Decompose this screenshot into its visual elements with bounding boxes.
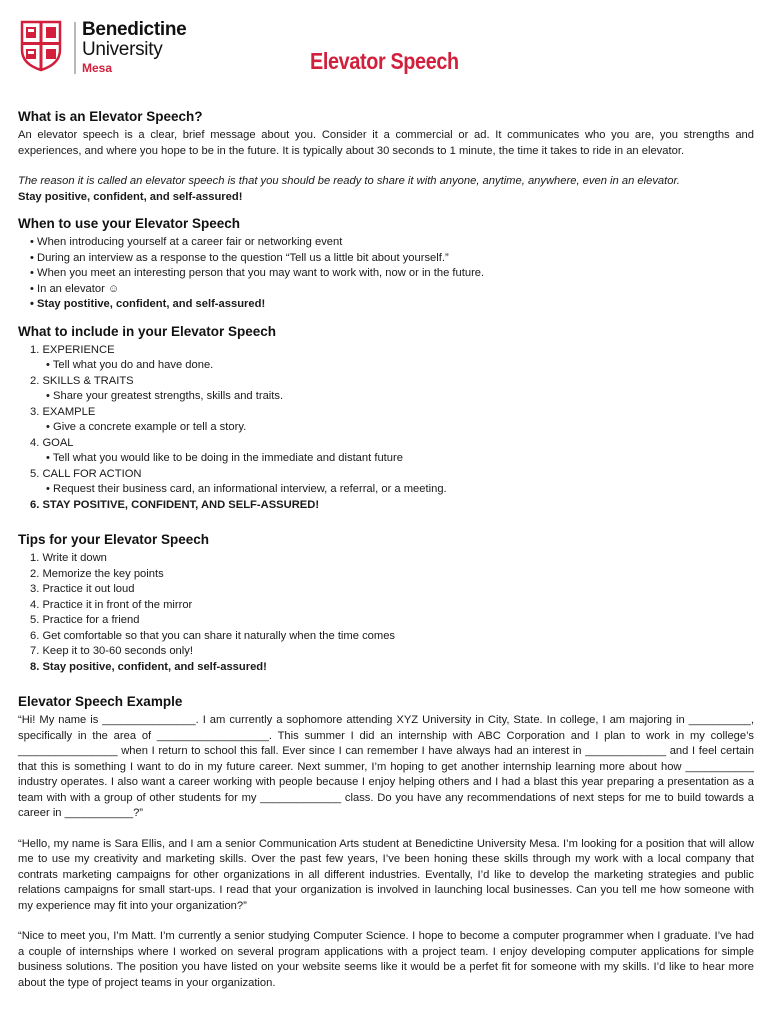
section-what-is [18, 108, 754, 205]
logo-divider [74, 22, 76, 74]
list-item: • During an interview as a response to the question “Tell us a little bit about yourself.” [30, 251, 449, 264]
list-item [18, 297, 754, 313]
header [20, 10, 760, 85]
list-item-detail: • Tell what you would like to be doing in the immediate and distant future [46, 452, 403, 464]
list-item: 1. EXPERIENCE [30, 343, 115, 356]
list-item [18, 660, 754, 676]
logo-name-line2: University [82, 39, 163, 60]
list-item: • When you meet an interesting person that you may want to work with, now or in the future. [30, 267, 485, 279]
section-heading: Elevator Speech Example [18, 694, 183, 709]
section-heading: Tips for your Elevator Speech [18, 532, 210, 547]
logo-name-line1: Benedictine [82, 19, 187, 40]
list-item [18, 498, 754, 514]
list-item: 3. Practice it out loud [30, 583, 135, 595]
bold-note-text: Stay positive, confident, and self-assured! [18, 190, 243, 203]
paragraph: An elevator speech is a clear, brief message about you. Consider it a commercial or ad. It communicates who you are, you strengths and experiences, and where you hope to be in the future. It is typically about 30 seconds to 1 minute, the time it takes to ride in an elevator. [18, 129, 754, 157]
university-logo [82, 20, 186, 76]
list-item: 6. Get comfortable so that you can share it naturally when the time comes [30, 629, 396, 642]
list-item: • When introducing yourself at a career fair or networking event [30, 236, 343, 248]
example-paragraph: “Hi! My name is _______________. I am currently a sophomore attending XYZ University in City, State. In college, I am majoring in __________, specifically in the area of __________________. This summer I did an internship with ABC Corporation and I plan to work in my college’s ________________ when I return to school this fall. Ever since I can remember I have always had an interest in _____________ and I feel certain that this is something I want to do in my future career. Next summer, I’m hoping to get another internship learning more about how ___________ industry operates. I also want a career working with people because I enjoy helping others and I had a blast this year preparing a presentation as a team with with a group of other students for my _____________ class. Do you have any recommendations of next steps for me to build towards a career in ___________?” [18, 714, 754, 819]
bold-note [18, 190, 754, 206]
list-item-detail: • Tell what you do and have done. [46, 359, 214, 371]
list-item-detail: • Give a concrete example or tell a story. [46, 421, 247, 433]
italic-note: The reason it is called an elevator speech is that you should be ready to share it with anyone, anytime, anywhere, even in an elevator. [18, 175, 680, 187]
section-example [18, 693, 754, 991]
section-when [18, 215, 754, 313]
example-paragraph: “Nice to meet you, I’m Matt. I’m currently a senior studying Computer Science. I hope to become a computer programmer when I graduate. I’ve had a couple of internships where I worked on several program applications with a project team. I enjoy developing computer applications for simple business solutions. The position you have listed on your website seems like it would be a perfet fit for someone with my skills. I’d like to hear more about the type of project teams in your organization. [18, 930, 754, 989]
numbered-list [18, 551, 754, 675]
list-item: 7. Keep it to 30-60 seconds only! [30, 645, 193, 657]
list-item-bold: 6. STAY POSITIVE, CONFIDENT, AND SELF-ASSURED! [30, 498, 320, 511]
section-include [18, 323, 754, 514]
list-item: 5. CALL FOR ACTION [30, 467, 142, 480]
list-item-detail: • Share your greatest strengths, skills and traits. [46, 390, 284, 402]
list-item: 3. EXAMPLE [30, 405, 96, 418]
section-heading: When to use your Elevator Speech [18, 216, 241, 231]
list-item: 2. Memorize the key points [30, 567, 164, 580]
university-shield-icon [20, 20, 62, 72]
list-item-detail: • Request their business card, an informational interview, a referral, or a meeting. [46, 483, 447, 495]
section-heading: What to include in your Elevator Speech [18, 323, 277, 339]
list-item: 4. GOAL [30, 436, 74, 449]
section-heading: What is an Elevator Speech? [18, 109, 203, 124]
list-item: 1. Write it down [30, 552, 107, 564]
list-item: 5. Practice for a friend [30, 614, 140, 626]
list-item: • In an elevator ☺ [30, 282, 120, 295]
list-item-bold: • Stay postitive, confident, and self-assured! [30, 298, 266, 310]
list-item: 2. SKILLS & TRAITS [30, 374, 134, 387]
list-item: 4. Practice it in front of the mirror [30, 598, 193, 611]
page-title: Elevator Speech [310, 48, 459, 74]
section-tips [18, 531, 754, 675]
document-body [18, 108, 754, 1001]
logo-campus: Mesa [82, 61, 113, 75]
list-item-bold: 8. Stay positive, confident, and self-assured! [30, 660, 267, 673]
example-paragraph: “Hello, my name is Sara Ellis, and I am a senior Communication Arts student at Benedictine University Mesa. I’m looking for a position that will allow me to use my creativity and marketing skills. Over the past few years, I’ve been honing these skills through my work with a local company that contrats marketing campaigns for other organizations in all different industries. Eventally, I’d like to develop the marketing strategies and public relations campaigns for small start-ups. I read that your organization is involved in launching local businesses. Can you tell me how someone with my experience may fit into your organization?” [18, 837, 754, 912]
numbered-list [18, 343, 754, 514]
bullet-list [18, 235, 754, 313]
